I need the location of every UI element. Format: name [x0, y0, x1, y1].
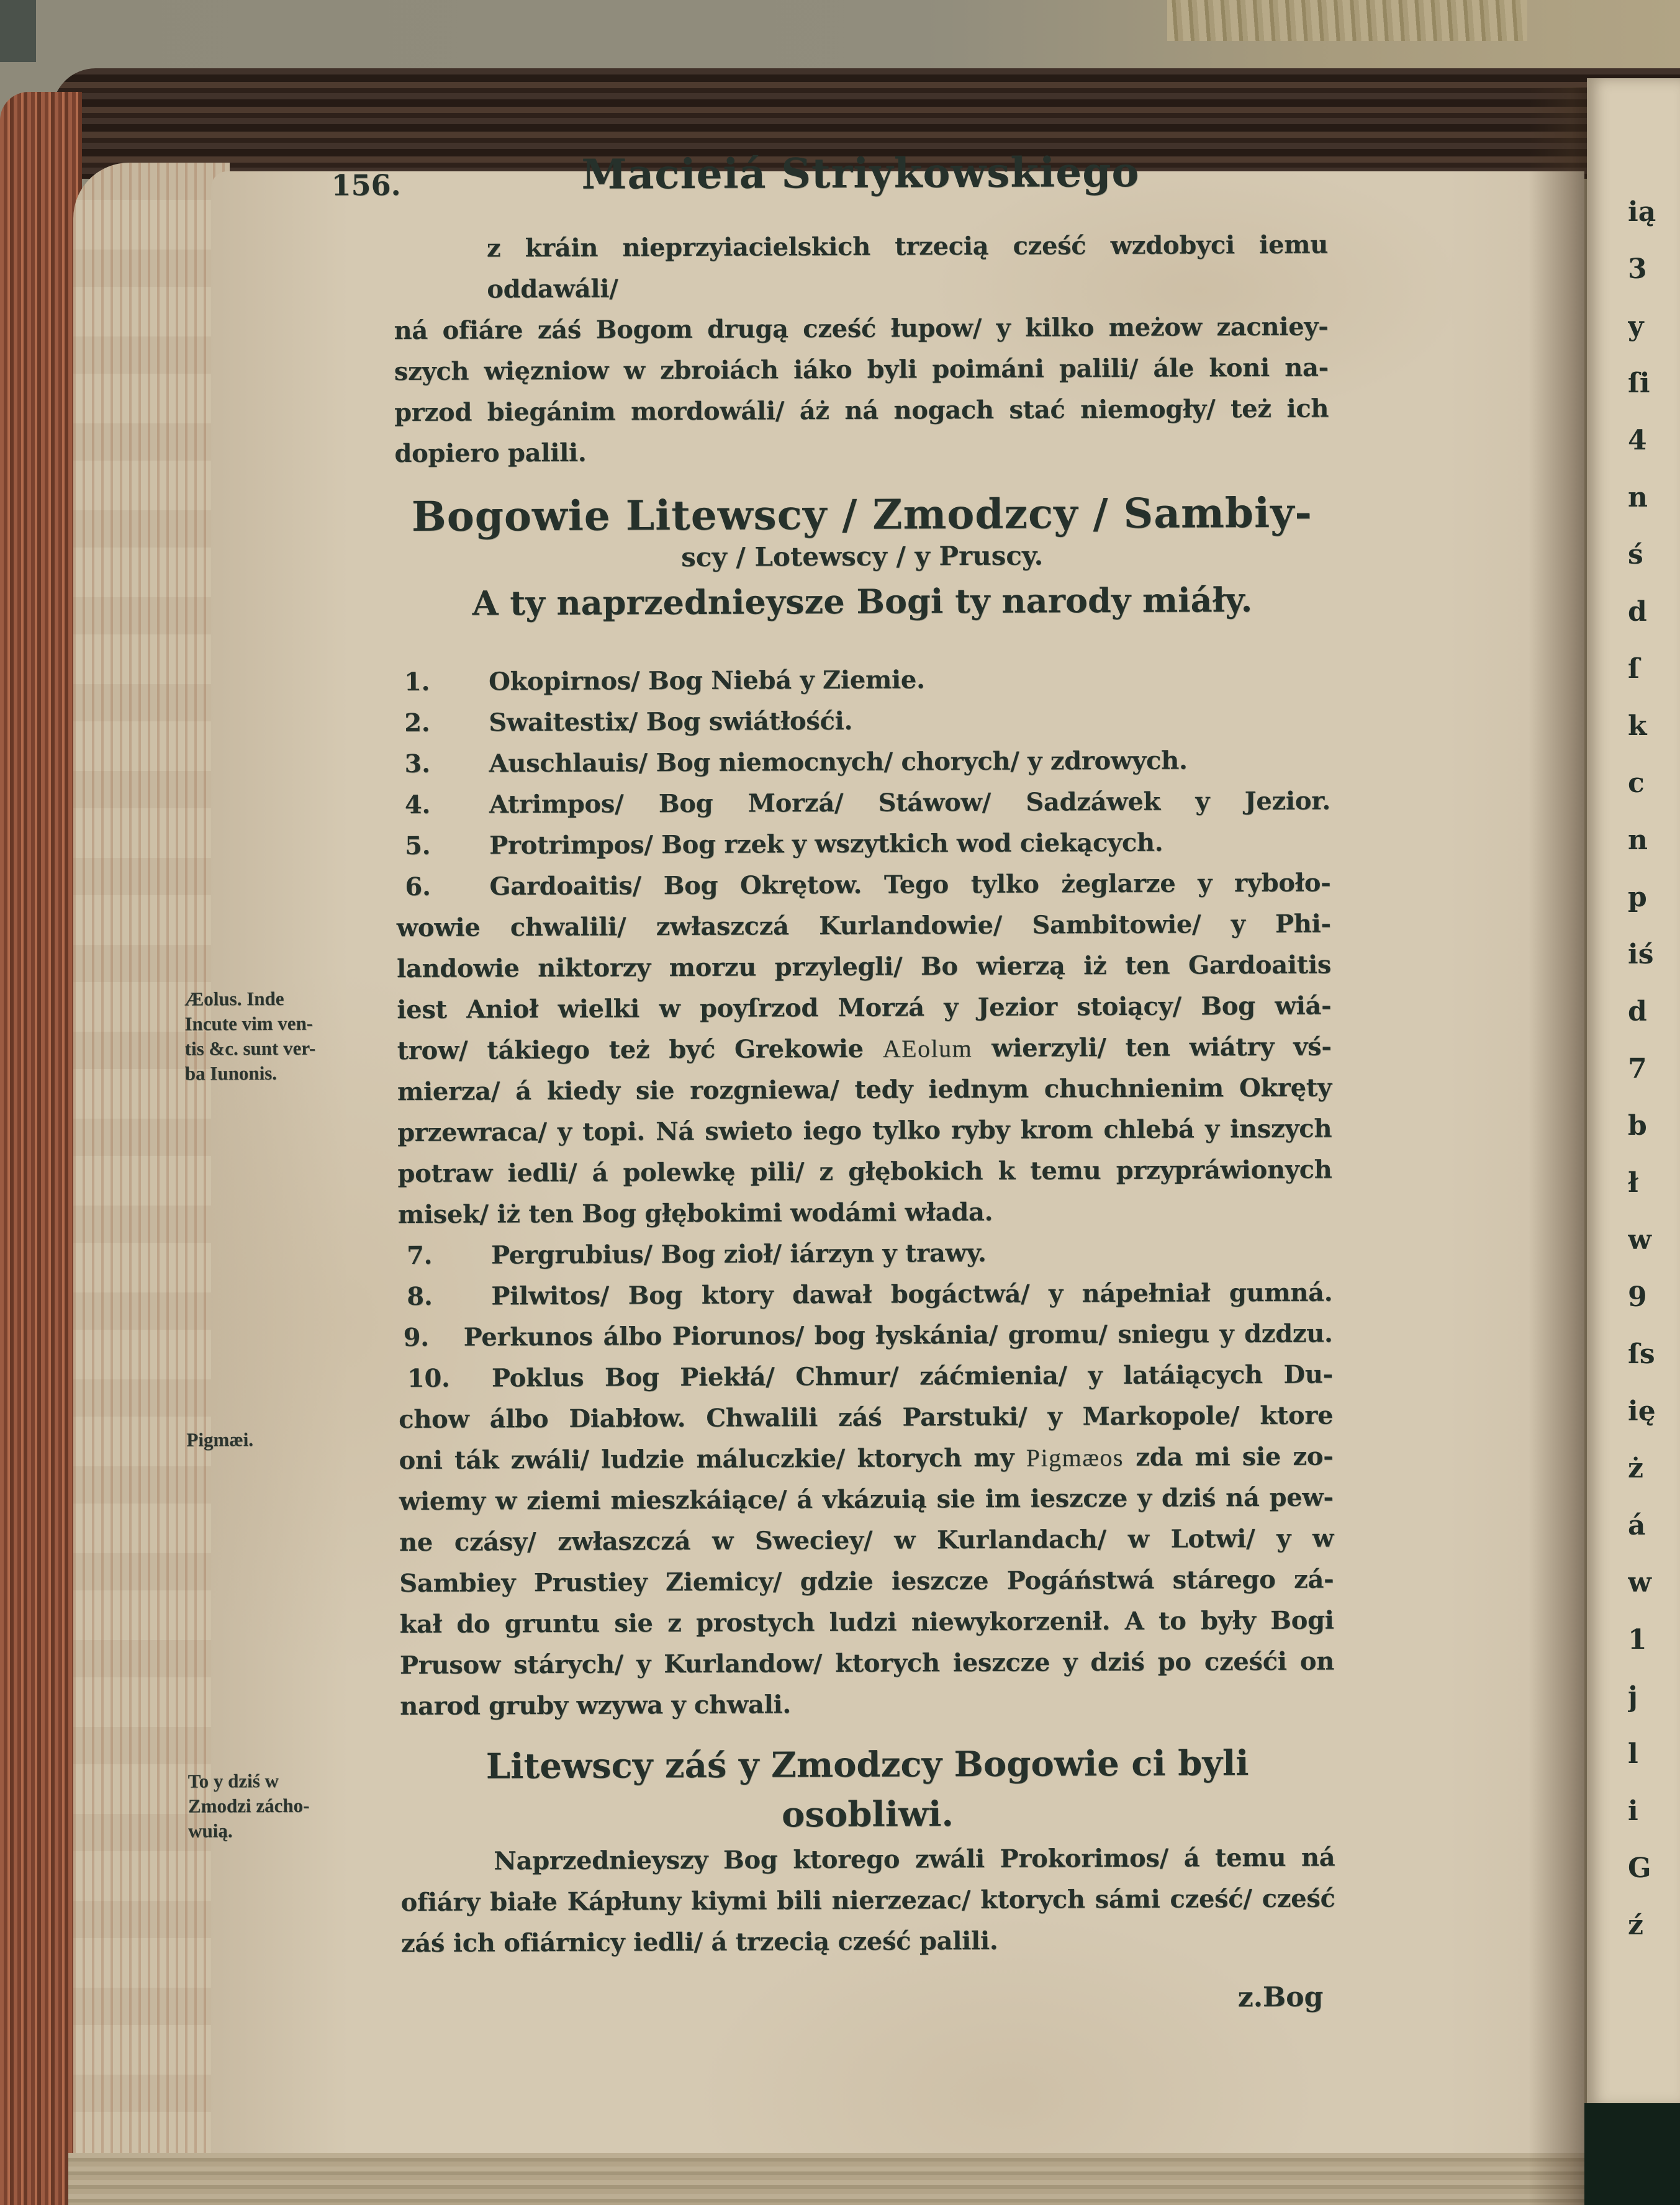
- line-text: Prusow stárych/ y Kurlandow/ ktorych ieszcze y dziś po cześći on: [399, 1646, 1335, 1680]
- text-fragment: ſ: [1628, 653, 1640, 685]
- list-number: 9.: [403, 1322, 429, 1353]
- text-fragment: b: [1628, 1110, 1647, 1142]
- list-line: [399, 1355, 1333, 1400]
- text-fragment: d: [1628, 996, 1647, 1027]
- list-line: [396, 781, 1330, 826]
- text-fragment: c: [1628, 767, 1645, 799]
- line-text: z kráin nieprzyiacielskich trzecią cześć wzdobyci iemu oddawáli/: [486, 230, 1329, 304]
- line-text: Pergrubius/ Bog zioł/ iárzyn y trawy.: [490, 1238, 987, 1270]
- line-text: wiemy w ziemi mieszkáiące/ á vkázuią sie im ieszcze y dziś ná pew-: [399, 1482, 1334, 1517]
- text-fragment: ią: [1628, 196, 1656, 228]
- line-text: trow/ tákiego też być Grekowie AEolum wierzyli/ ten wiátry vś-: [397, 1032, 1332, 1066]
- list-number: 5.: [405, 831, 431, 861]
- line-text: misek/ iż ten Bog głębokimi wodámi włada.: [397, 1197, 993, 1230]
- text-line: [397, 1068, 1332, 1113]
- text-fragment: w: [1628, 1224, 1651, 1256]
- text-fragment: 3: [1628, 253, 1647, 285]
- line-text: ofiáry białe Kápłuny kiymi bili nierzezac/ ktorych sámi cześć/ cześć: [400, 1883, 1335, 1918]
- text-line: [399, 1559, 1334, 1605]
- text-line: [397, 1150, 1332, 1195]
- text-fragment: ſi: [1628, 367, 1650, 399]
- list-number: 4.: [404, 790, 431, 820]
- text-fragment: 1: [1628, 1624, 1647, 1656]
- text-fragment: i: [1628, 1795, 1638, 1827]
- line-text: landowie niktorzy morzu przylegli/ Bo wierzą iż ten Gardoaitis: [396, 950, 1332, 984]
- list-line: [399, 1314, 1333, 1359]
- text-fragment: l: [1628, 1738, 1638, 1770]
- list-line: [396, 863, 1330, 908]
- text-fragment: n: [1628, 482, 1648, 513]
- text-fragment: n: [1628, 824, 1648, 856]
- line-text: ná ofiáre záś Bogom drugą cześć łupow/ y kilko meżow zacniey-: [394, 312, 1329, 346]
- section-heading: A ty naprzednieysze Bogi ty narody miáły.: [472, 580, 1253, 623]
- text-fragment: y: [1628, 310, 1644, 342]
- text-fragment: G: [1628, 1852, 1651, 1884]
- text-line: [399, 1436, 1333, 1482]
- text-fragment: j: [1628, 1681, 1638, 1713]
- running-head: Macieiá Striykowskiego: [581, 147, 1140, 199]
- margin-note-line: ba Iunonis.: [184, 1062, 278, 1084]
- line-text: dopiero palili.: [394, 438, 587, 469]
- line-text: kał do gruntu sie z prostych ludzi niewykorzenił. A to były Bogi: [399, 1605, 1334, 1639]
- text-fragment: d: [1628, 596, 1647, 628]
- text-line: [400, 1837, 1335, 1883]
- line-text: Auschlauis/ Bog niemocnych/ chorych/ y zdrowych.: [489, 746, 1188, 778]
- section-heading: Litewscy záś y Zmodzcy Bogowie ci byli osobliwi.: [485, 1743, 1249, 1836]
- text-line: [397, 945, 1331, 990]
- line-text: Sambiey Prustiey Ziemicy/ gdzie ieszcze Pogáństwá stárego zá-: [399, 1564, 1334, 1599]
- list-number: 10.: [407, 1363, 450, 1394]
- text-line: [399, 1396, 1333, 1441]
- list-number: 3.: [404, 749, 430, 779]
- text-fragment: ſs: [1628, 1338, 1655, 1370]
- text-line: [397, 904, 1331, 949]
- margin-note-line: wuią.: [188, 1819, 233, 1842]
- text-fragment: ię: [1628, 1396, 1656, 1427]
- section-heading: scy / Lotewscy / y Pruscy.: [681, 540, 1044, 573]
- text-line: [398, 1191, 1332, 1236]
- section-heading: Bogowie Litewscy / Zmodzcy / Sambiy-: [411, 488, 1312, 541]
- text-fragment: 9: [1628, 1281, 1647, 1313]
- text-line: [399, 1477, 1334, 1523]
- line-text: oni ták zwáli/ ludzie máluczkie/ ktorych my Pigmæos zda mi sie zo-: [399, 1441, 1334, 1476]
- text-line: [394, 348, 1329, 393]
- line-text: przod biegánim mordowáli/ áż ná nogach stać niemogły/ też ich: [394, 394, 1329, 428]
- line-text: szych więzniow w zbroiách iáko byli poimáni palili/ ále koni na-: [394, 353, 1329, 387]
- list-number: 1.: [404, 667, 430, 697]
- margin-note-line: tis &c. sunt ver-: [184, 1037, 316, 1060]
- text-fragment: ż: [1628, 1453, 1643, 1484]
- text-line: [400, 1641, 1334, 1687]
- line-text: Naprzednieyszy Bog ktorego zwáli Prokorimos/ á temu ná: [494, 1842, 1335, 1876]
- line-text: Perkunos álbo Piorunos/ bog łyskánia/ gromu/ sniegu y dzdzu.: [463, 1319, 1333, 1352]
- line-text: Protrimpos/ Bog rzek y wszytkich wod ciekących.: [489, 827, 1163, 860]
- list-line: [396, 822, 1330, 867]
- catchword: z.Bog: [1237, 1981, 1324, 2014]
- text-fragment: ł: [1628, 1167, 1638, 1199]
- list-number: 2.: [404, 708, 430, 738]
- line-text: mierza/ á kiedy sie rozgniewa/ tedy iednym chuchnienim Okręty: [397, 1073, 1332, 1107]
- margin-note-line: To y dziś w: [187, 1769, 279, 1792]
- list-line: [395, 658, 1330, 703]
- antiqua-word: AEolum: [882, 1034, 973, 1063]
- margin-note: [186, 1427, 394, 1452]
- list-line: [395, 740, 1330, 785]
- text-line: [401, 1919, 1335, 1965]
- line-text: záś ich ofiárnicy iedli/ á trzecią cześć palili.: [400, 1926, 998, 1959]
- text-line: [394, 430, 1329, 475]
- text-line: [397, 1027, 1331, 1072]
- margin-note: [184, 986, 393, 1086]
- text-line: [397, 986, 1331, 1031]
- list-number: 6.: [405, 872, 431, 902]
- line-text: narod gruby wzywa y chwali.: [400, 1690, 792, 1721]
- text-line: [399, 1518, 1334, 1564]
- list-number: 8.: [407, 1281, 433, 1312]
- page-number: 156.: [331, 168, 401, 202]
- line-text: Okopirnos/ Bog Niebá y Ziemie.: [488, 665, 925, 697]
- line-text: iest Anioł wielki w poyſrzod Morzá y Jezior stoiący/ Bog wiá-: [397, 991, 1332, 1025]
- text-fragment: k: [1628, 710, 1647, 742]
- text-fragment: p: [1628, 882, 1647, 913]
- antiqua-word: Pigmæos: [1026, 1443, 1124, 1472]
- line-text: potraw iedli/ á polewkę pili/ z głębokich k temu przypráwionych: [397, 1155, 1332, 1189]
- body-text: [394, 225, 1335, 1965]
- text-column: [394, 225, 1336, 2021]
- margin-note-line: Incute vim ven-: [184, 1012, 314, 1035]
- margin-note-line: Æolus. Inde: [184, 987, 284, 1010]
- text-fragment: ź: [1628, 1910, 1643, 1941]
- line-text: Gardoaitis/ Bog Okrętow. Tego tylko żeglarze y ryboło-: [489, 868, 1331, 901]
- text-line: [394, 389, 1329, 434]
- text-line: [394, 225, 1329, 311]
- text-line: [400, 1878, 1335, 1924]
- line-text: wowie chwalili/ zwłaszczá Kurlandowie/ Sambitowie/ y Phi-: [396, 909, 1331, 943]
- text-line: [400, 1682, 1334, 1728]
- line-text: Poklus Bog Piekłá/ Chmur/ záćmienia/ y latáiących Du-: [491, 1360, 1334, 1393]
- line-text: Swaitestix/ Bog swiátłośći.: [489, 706, 853, 737]
- list-line: [398, 1273, 1332, 1318]
- text-fragment: w: [1628, 1567, 1651, 1599]
- text-fragment: ś: [1628, 539, 1643, 570]
- line-text: chow álbo Diabłow. Chwalili záś Parstuki/ y Markopole/ ktore: [399, 1400, 1334, 1435]
- line-text: przewraca/ y topi. Ná swieto iego tylko ryby krom chlebá y inszych: [397, 1114, 1332, 1148]
- margin-note: [188, 1768, 397, 1843]
- text-line: [394, 307, 1328, 352]
- list-number: 7.: [406, 1240, 433, 1271]
- text-line: [400, 1600, 1334, 1646]
- list-line: [395, 699, 1330, 744]
- line-text: ne czásy/ zwłaszczá w Sweciey/ w Kurlandach/ w Lotwi/ y w: [399, 1523, 1334, 1558]
- text-fragment: iś: [1628, 939, 1654, 970]
- line-text: Atrimpos/ Bog Morzá/ Stáwow/ Sadzáwek y Jezior.: [489, 786, 1330, 819]
- list-line: [398, 1232, 1332, 1277]
- text-fragment: á: [1628, 1510, 1646, 1541]
- margin-note-line: Pigmæi.: [186, 1428, 254, 1451]
- text-fragment: 4: [1628, 425, 1647, 456]
- text-fragment: 7: [1628, 1053, 1647, 1084]
- text-line: [397, 1109, 1332, 1154]
- line-text: Pilwitos/ Bog ktory dawał bogáctwá/ y nápełniał gumná.: [491, 1278, 1333, 1311]
- margin-note-line: Zmodzi zácho-: [187, 1794, 310, 1817]
